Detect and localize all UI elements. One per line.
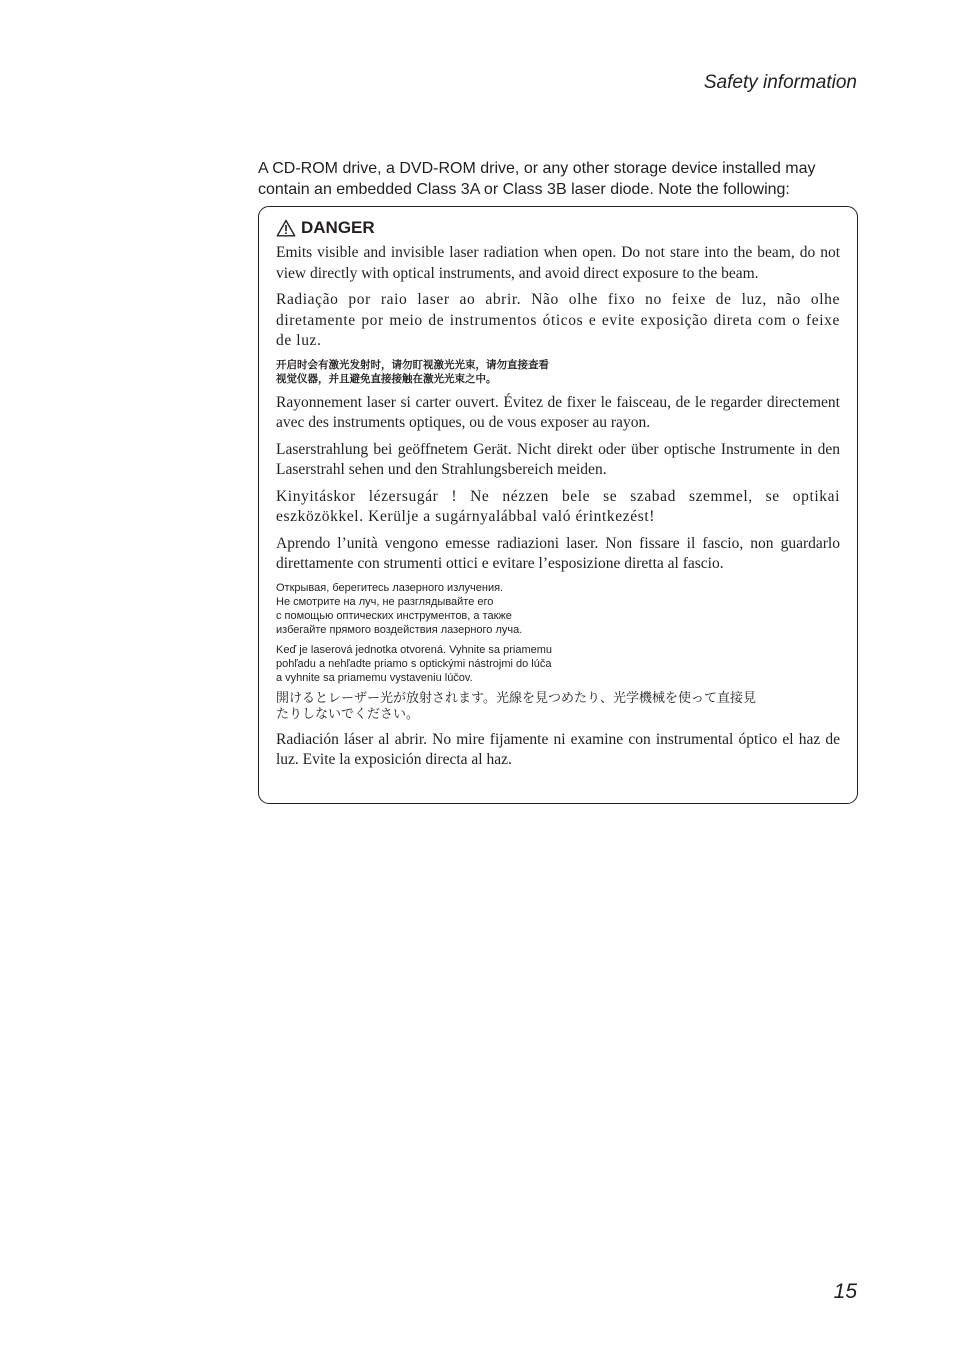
running-header: Safety information	[703, 72, 857, 93]
danger-text-portuguese: Radiação por raio laser ao abrir. Não olhe fixo no feixe de luz, não olhe diretamente por meio de instrumentos óticos e evite exposição direta com o feixe de luz.	[276, 291, 840, 349]
danger-text-slovak: Keď je laserová jednotka otvorená. Vyhnite sa priamemu pohľadu a nehľadte priamo s optickými nástrojmi do lúča a vyhnite sa priamemu vystaveniu lúčov.	[276, 643, 553, 684]
danger-text-french: Rayonnement laser si carter ouvert. Évitez de fixer le faisceau, de le regarder directement avec des instruments optiques, ou de vous exposer au rayon.	[276, 393, 840, 431]
danger-text-russian: Открывая, берегитесь лазерного излучения. Не смотрите на луч, не разглядывайте его с помощью оптических инструментов, а также избегайте прямого воздействия лазерного луча.	[276, 581, 523, 636]
intro-paragraph: A CD-ROM drive, a DVD-ROM drive, or any other storage device installed may contain an embedded Class 3A or Class 3B laser diode. Note the following:	[258, 160, 816, 198]
danger-notice-box	[258, 206, 858, 804]
danger-text-japanese: 開けるとレーザー光が放射されます。光線を見つめたり、光学機械を使って直接見 たりしないでください。	[276, 690, 756, 722]
danger-text-hungarian: Kinyitáskor lézersugár ! Ne nézzen bele se szabad szemmel, se optikai eszközökkel. Kerülje a sugárnyalábbal való érintkezést!	[276, 487, 840, 525]
warning-triangle-icon	[276, 219, 296, 237]
danger-text-english: Emits visible and invisible laser radiation when open. Do not stare into the beam, do not view directly with optical instruments, and avoid direct exposure to the beam.	[276, 244, 840, 282]
danger-text-spanish: Radiación láser al abrir. No mire fijamente ni examine con instrumental óptico el haz de luz. Evite la exposición directa al haz.	[276, 730, 840, 768]
danger-heading	[276, 217, 840, 239]
danger-text-italian: Aprendo l’unità vengono emesse radiazioni laser. Non fissare il fascio, non guardarlo direttamente con strumenti ottici e evitare l’esposizione diretta al fascio.	[276, 534, 840, 572]
danger-text-chinese: 开启时会有激光发射时，请勿盯视激光光束，请勿直接查看 视觉仪器，并且避免直接接触在激光光束之中。	[276, 358, 549, 385]
page-number: 15	[833, 1280, 857, 1303]
danger-text-german: Laserstrahlung bei geöffnetem Gerät. Nicht direkt oder über optische Instrumente in den Laserstrahl sehen und den Strahlungsbereich meiden.	[276, 440, 840, 478]
danger-label: DANGER	[301, 218, 375, 237]
